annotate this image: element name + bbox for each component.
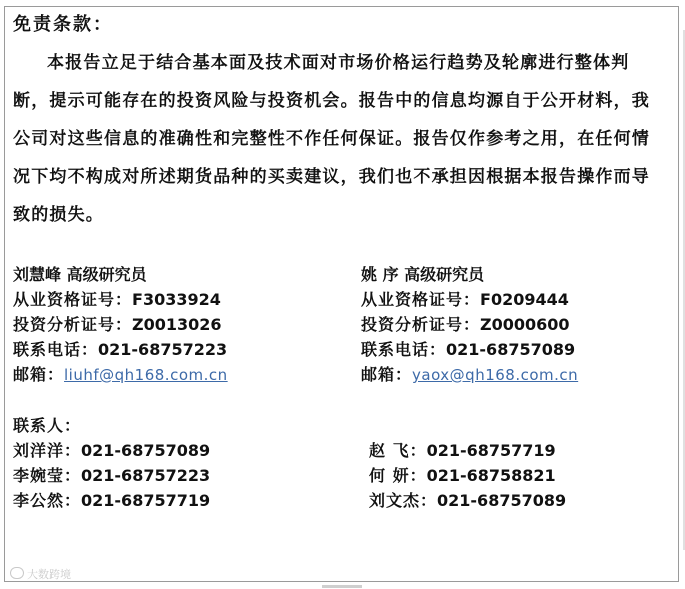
contacts-list-right [369,438,566,513]
license-label: 从业资格证号： [361,290,481,309]
email-label: 邮箱： [13,365,65,384]
contact-row [13,463,210,488]
page-bottom-marker [322,585,362,588]
watermark-text: 大数跨境 [27,568,71,581]
phone-label: 联系电话： [361,340,447,359]
advisor-label: 投资分析证号： [361,315,481,334]
contact-row [369,438,566,463]
analyst-card-1 [13,262,228,388]
contact-phone: 021-68757223 [81,466,211,485]
contact-name: 赵 飞： [369,441,427,460]
contact-row [13,488,210,513]
advisor-number: Z0013026 [132,315,222,334]
license-number: F0209444 [480,290,569,309]
contact-phone: 021-68757719 [426,441,556,460]
email-label: 邮箱： [361,365,413,384]
contact-row [369,488,566,513]
contacts-heading: 联系人： [13,416,82,435]
contact-phone: 021-68757089 [81,441,211,460]
contact-name: 刘文杰： [369,491,438,510]
license-number: F3033924 [132,290,221,309]
phone-label: 联系电话： [13,340,99,359]
contact-name: 刘洋洋： [13,441,82,460]
contact-name: 李公然： [13,491,82,510]
contacts-list-left [13,438,210,513]
contact-phone: 021-68757719 [81,491,211,510]
phone-number: 021-68757223 [98,340,228,359]
advisor-number: Z0000600 [480,315,570,334]
contact-phone: 021-68758821 [426,466,556,485]
analyst-name-title: 姚 序 高级研究员 [361,265,485,284]
disclaimer-title: 免责条款： [13,14,113,35]
advisor-label: 投资分析证号： [13,315,133,334]
email-link[interactable]: liuhf@qh168.com.cn [64,366,228,384]
contact-name: 何 妍： [369,466,427,485]
watermark-logo-icon [10,567,24,579]
contact-row [369,463,566,488]
contact-name: 李婉莹： [13,466,82,485]
disclaimer-text: 本报告立足于结合基本面及技术面对市场价格运行趋势及轮廓进行整体判断，提示可能存在的投资风险与投资机会。报告中的信息均源自于公开材料，我公司对这些信息的准确性和完整性不作任何保证。报告仅作参考之用，在任何情况下均不构成对所述期货品种的买卖建议，我们也不承担因根据本报告操作而导致的损失。 [13,53,650,225]
analyst-name-title: 刘慧峰 高级研究员 [13,265,147,284]
phone-number: 021-68757089 [446,340,576,359]
contact-phone: 021-68757089 [437,491,567,510]
email-link[interactable]: yaox@qh168.com.cn [412,366,579,384]
analyst-card-2 [361,262,578,388]
license-label: 从业资格证号： [13,290,133,309]
watermark [10,566,71,582]
contact-row [13,438,210,463]
